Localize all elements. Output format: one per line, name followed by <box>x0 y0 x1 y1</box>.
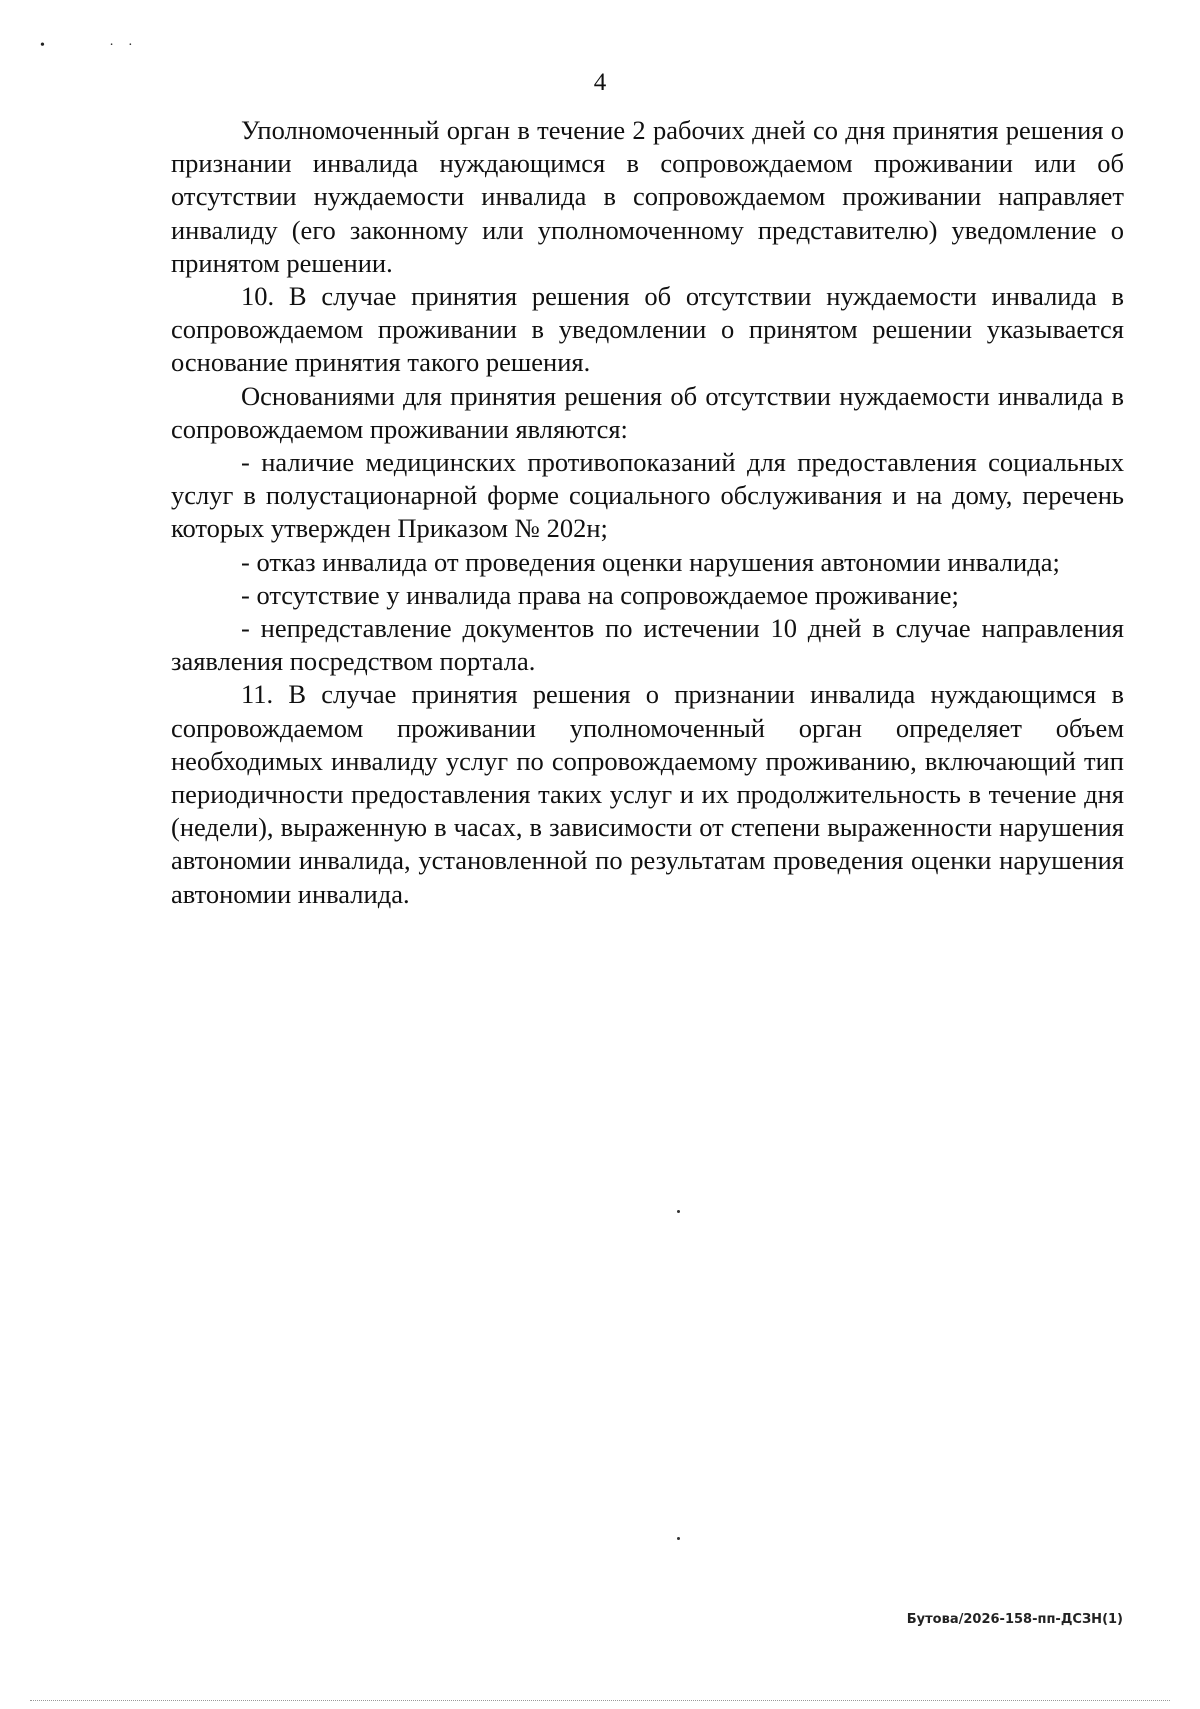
document-body <box>171 114 1124 911</box>
scan-artifact-marks: • ·· <box>40 38 147 53</box>
paragraph-notification: Уполномоченный орган в течение 2 рабочих дней со дня принятия решения о признании инвалида нуждающимся в сопровождаемом проживании или об отсутствии нуждаемости инвалида в сопровождаемом проживании направляет инвалиду (его законному или уполномоченному представителю) уведомление о принятом решении. <box>171 115 1124 278</box>
list-item-no-documents: - непредставление документов по истечении 10 дней в случае направления заявления посредством портала. <box>171 613 1124 677</box>
list-item-contraindications: - наличие медицинских противопоказаний для предоставления социальных услуг в полустационарной форме социального обслуживания и на дому, перечень которых утвержден Приказом № 202н; <box>171 447 1124 544</box>
page-number: 4 <box>593 69 607 96</box>
paragraph-clause-10: 10. В случае принятия решения об отсутствии нуждаемости инвалида в сопровождаемом проживании в уведомлении о принятом решении указывается основание принятия такого решения. <box>171 281 1124 378</box>
scan-edge-noise <box>30 1700 1170 1703</box>
scan-dot <box>677 1537 680 1540</box>
list-item-no-right: - отсутствие у инвалида права на сопровождаемое проживание; <box>241 579 959 610</box>
paragraph-clause-11: 11. В случае принятия решения о признании инвалида нуждающимся в сопровождаемом проживании уполномоченный орган определяет объем необходимых инвалиду услуг по сопровождаемому проживанию, включающий тип периодичности предоставления таких услуг и их продолжительность в течение дня (недели), выраженную в часах, в зависимости от степени выраженности нарушения автономии инвалида, установленной по результатам проведения оценки нарушения автономии инвалида. <box>171 679 1124 909</box>
document-reference-code: Бутова/2026-158-пп-ДСЗН(1) <box>906 1612 1123 1627</box>
scan-dot <box>677 1210 680 1213</box>
list-item-refusal: - отказ инвалида от проведения оценки нарушения автономии инвалида; <box>241 546 1060 577</box>
paragraph-grounds-intro: Основаниями для принятия решения об отсутствии нуждаемости инвалида в сопровождаемом проживании являются: <box>171 380 1124 444</box>
